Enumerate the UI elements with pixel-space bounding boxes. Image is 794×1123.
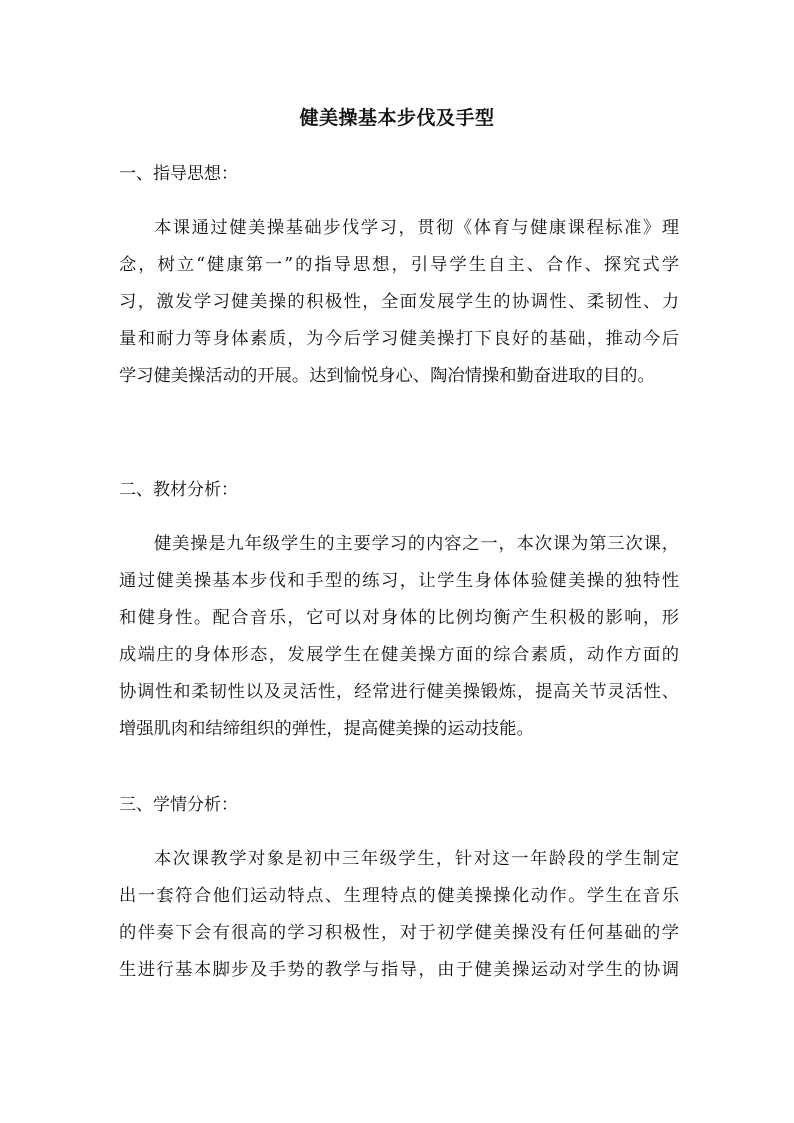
paragraph-line: 通过健美操基本步伐和手型的练习，让学生身体体验健美操的独特性 — [119, 571, 679, 591]
paragraph-line: 学习健美操活动的开展。达到愉悦身心、陶冶情操和勤奋进取的目的。 — [119, 366, 655, 386]
section-heading-guiding-ideology: 一、指导思想： — [119, 164, 238, 184]
section-heading-student-analysis: 三、学情分析： — [119, 795, 238, 815]
paragraph-line: 念，树立“健康第一”的指导思想，引导学生自主、合作、探究式学 — [119, 255, 679, 275]
section-paragraph-student-analysis — [119, 841, 679, 989]
paragraph-line: 出一套符合他们运动特点、生理特点的健美操操化动作。学生在音乐 — [119, 886, 679, 906]
paragraph-line: 成端庄的身体形态，发展学生在健美操方面的综合素质，动作方面的 — [119, 645, 679, 665]
paragraph-line: 生进行基本脚步及手势的教学与指导，由于健美操运动对学生的协调 — [119, 960, 679, 980]
paragraph-line: 本课通过健美操基础步伐学习，贯彻《体育与健康课程标准》理 — [154, 218, 679, 238]
paragraph-line: 和健身性。配合音乐，它可以对身体的比例均衡产生积极的影响，形 — [119, 608, 679, 628]
paragraph-line: 本次课教学对象是初中三年级学生，针对这一年龄段的学生制定 — [154, 849, 679, 869]
paragraph-line: 习，激发学习健美操的积极性，全面发展学生的协调性、柔韧性、力 — [119, 292, 679, 312]
paragraph-line: 增强肌肉和结缔组织的弹性，提高健美操的运动技能。 — [119, 719, 534, 739]
paragraph-line: 健美操是九年级学生的主要学习的内容之一，本次课为第三次课， — [154, 534, 679, 554]
paragraph-line: 协调性和柔韧性以及灵活性，经常进行健美操锻炼，提高关节灵活性、 — [119, 682, 679, 702]
paragraph-line: 量和耐力等身体素质，为今后学习健美操打下良好的基础，推动今后 — [119, 329, 679, 349]
section-heading-material-analysis: 二、教材分析： — [119, 480, 238, 500]
section-paragraph-guiding-ideology — [119, 210, 679, 395]
paragraph-line: 的伴奏下会有很高的学习积极性，对于初学健美操没有任何基础的学 — [119, 923, 679, 943]
section-paragraph-material-analysis — [119, 526, 679, 748]
page-title: 健美操基本步伐及手型 — [299, 107, 495, 129]
